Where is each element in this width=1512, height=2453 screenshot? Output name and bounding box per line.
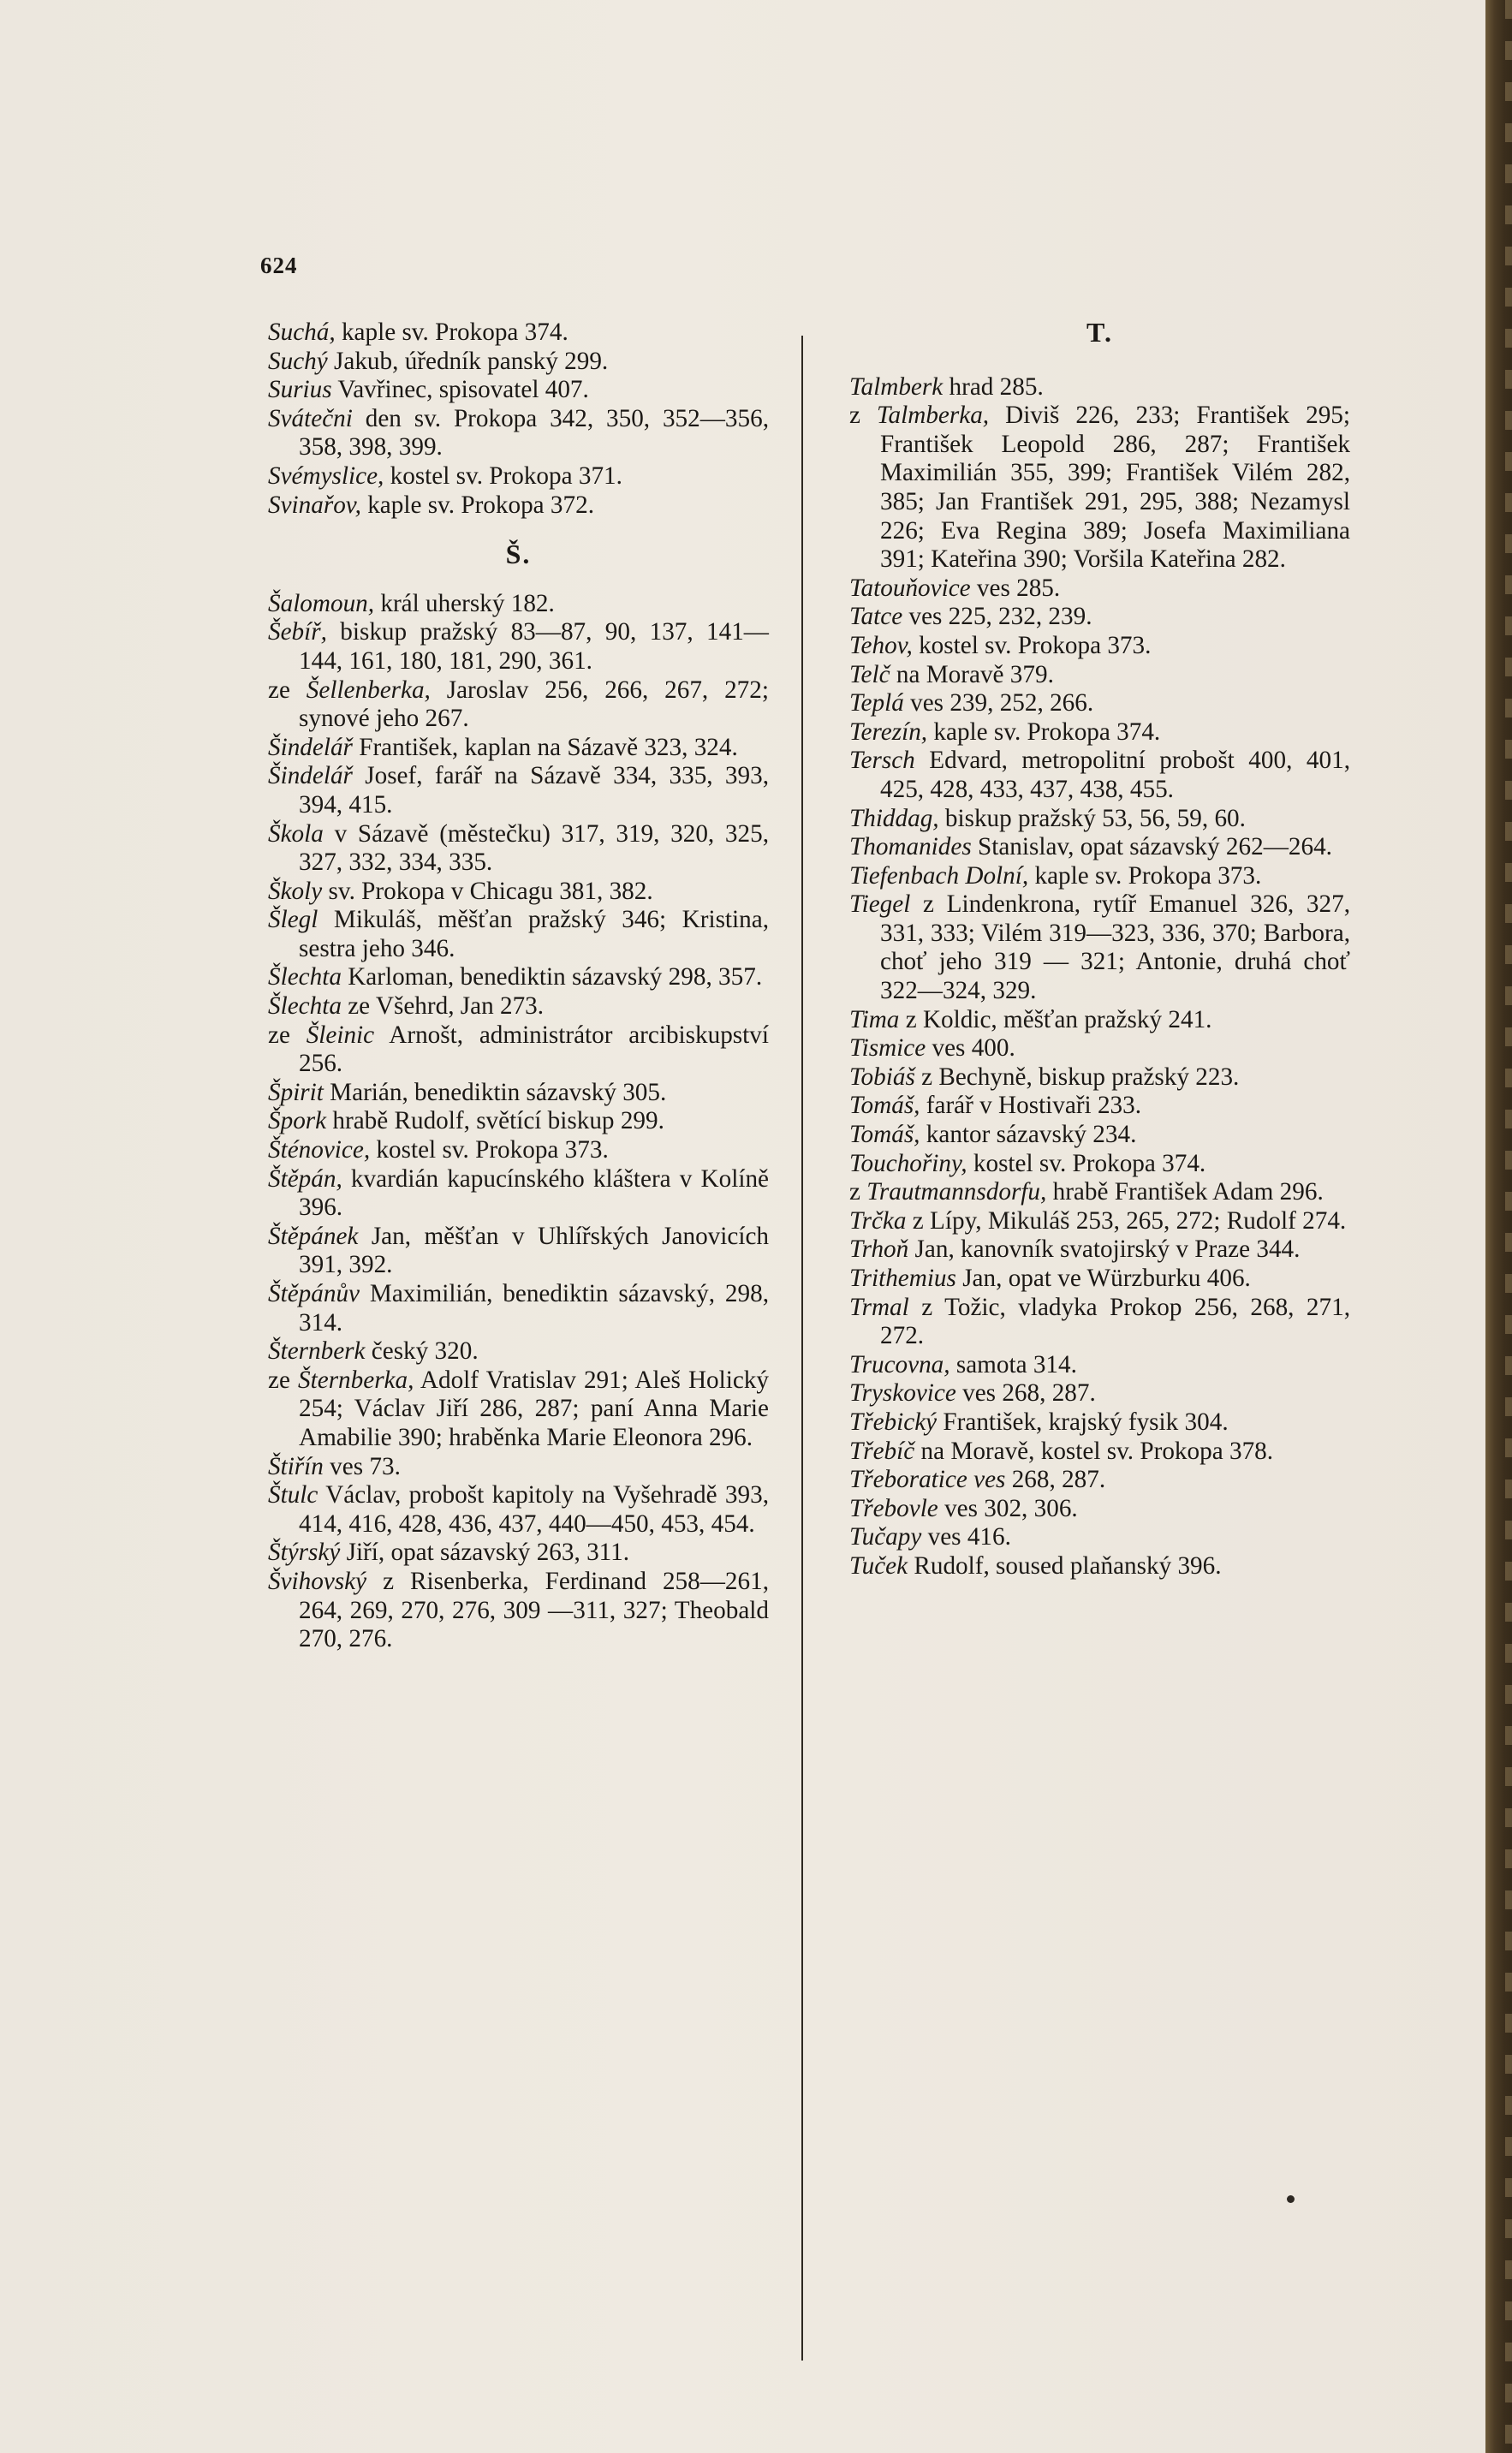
index-entry [849,1552,1350,1581]
entry-text: Diviš 226, 233; František 295; František Leopold 286, 287; František Maximilián 355, 399; František Vilém 282, 385; Jan František 291, 295, 388; Nezamysl 226; Eva Regina 389; Josefa Maximiliana 391; Kateřina 390; Voršila Kateřina 282. [880,402,1350,574]
index-entry [849,1351,1350,1380]
index-entry [849,661,1350,690]
entry-headword: Trčka [849,1206,907,1235]
index-entry [268,906,769,963]
index-entry [268,820,769,878]
entry-headword: Tismice [849,1034,926,1063]
index-entry [849,1063,1350,1093]
entry-text: ves 400. [926,1034,1015,1063]
index-entry [849,862,1350,891]
entry-text: hrabě František Adam 296. [1046,1178,1324,1206]
entry-headword: Trautmannsdorfu, [866,1178,1047,1206]
index-entry [268,762,769,819]
entry-headword: Tomáš, [849,1121,920,1149]
entry-headword: Suchá, [268,319,336,346]
entry-headword: Šindelář [268,762,353,790]
index-entry [268,992,769,1021]
entry-headword: Štěpán, [268,1164,342,1193]
index-entry [849,1438,1350,1467]
index-entry [849,1150,1350,1179]
entry-headword: Trmal [849,1293,909,1321]
entry-text: ves 225, 232, 239. [902,603,1092,631]
entry-text: z Lindenkrona, rytíř Emanuel 326, 327, 331, 333; Vilém 319—323, 336, 370; Barbora, choť jeho 319 — 321; Antonie, druhá choť 322—324, 329. [880,890,1350,1005]
entry-headword: Šellenberka, [306,676,431,704]
entry-headword: Telč [849,660,890,688]
entry-headword: Školy [268,877,323,905]
entry-headword: Šlechta [268,992,342,1021]
entry-text: Marián, benediktin sázavský 305. [323,1078,667,1106]
entry-headword: Tatouňovice [849,574,971,602]
entry-text: Maximilián, benediktin sázavský, 298, 314. [299,1280,769,1337]
entry-headword: Svinařov, [268,491,361,519]
entry-prefix: ze [268,676,307,704]
entry-text: ves 302, 306. [938,1494,1078,1522]
entry-headword: Trhoň [849,1235,909,1264]
entry-text: Rudolf, soused plaňanský 396. [908,1551,1222,1580]
index-entry [849,1235,1350,1265]
left-entries-s [268,319,769,520]
index-entry [268,1539,769,1568]
entry-text: Edvard, metropolitní probošt 400, 401, 425, 428, 433, 437, 438, 455. [880,747,1350,803]
entry-headword: Tomáš, [849,1092,920,1120]
entry-text: ves 73. [323,1452,401,1480]
entry-headword: Talmberk [849,372,944,401]
entry-text: Jakub, úředník panský 299. [327,347,609,375]
entry-text: na Moravě, kostel sv. Prokopa 378. [914,1437,1274,1465]
index-entry [849,1034,1350,1063]
entry-text: v Sázavě (městečku) 317, 319, 320, 325, 327, 332, 334, 335. [299,819,769,877]
entry-text: biskup pražský 53, 56, 59, 60. [938,804,1246,832]
entry-text: Jiří, opat sázavský 263, 311. [340,1539,630,1567]
index-entry [268,1223,769,1280]
entry-headword: Škola [268,819,324,848]
entry-text: Karloman, benediktin sázavský 298, 357. [341,963,763,991]
index-entry [268,319,769,348]
entry-text: Arnošt, administrátor arcibiskupství 256. [299,1021,769,1078]
page-number: 624 [260,253,298,278]
entry-prefix: z [849,402,877,430]
entry-text: František, krajský fysik 304. [937,1408,1229,1436]
index-entry [268,1366,769,1453]
entry-headword: Terezín, [849,717,928,746]
entry-text: Václav, probošt kapitoly na Vyšehradě 393, 414, 416, 428, 436, 437, 440—450, 453, 454. [299,1481,769,1538]
entry-text: ves 285. [970,574,1061,602]
entry-text: Josef, farář na Sázavě 334, 335, 393, 394, 415. [299,762,769,819]
entry-text: kaple sv. Prokopa 372. [360,491,594,519]
right-entries-t [849,373,1350,1581]
entry-text: Mikuláš, měšťan pražský 346; Kristina, sestra jeho 346. [299,906,769,962]
entry-headword: Šténovice, [268,1136,371,1164]
entry-text: hrabě Rudolf, světící biskup 299. [326,1107,664,1135]
entry-prefix: ze [268,1021,307,1049]
entry-headword: Špork [268,1107,327,1135]
entry-headword: Třeboratice ves [849,1466,1006,1494]
entry-headword: Třebický [849,1408,938,1436]
index-entry [268,376,769,405]
index-entry [268,676,769,734]
entry-text: kostel sv. Prokopa 374. [967,1149,1206,1177]
entry-text: farář v Hostivaři 233. [920,1092,1142,1120]
entry-text: kaple sv. Prokopa 374. [927,717,1161,746]
index-entry [268,1453,769,1482]
entry-text: den sv. Prokopa 342, 350, 352—356, 358, 398, 399. [299,404,769,461]
entry-headword: Thiddag, [849,804,939,832]
entry-text: biskup pražský 83—87, 90, 137, 141—144, 161, 180, 181, 290, 361. [299,618,769,675]
entry-headword: Šternberka, [298,1366,414,1394]
index-entry [268,1280,769,1337]
entry-text: Jaroslav 256, 266, 267, 272; synové jeho 267. [299,676,769,733]
left-column [268,319,769,1654]
entry-text: Stanislav, opat sázavský 262—264. [971,833,1332,861]
entry-headword: Šleinic [306,1021,375,1049]
index-entry [849,1178,1350,1207]
entry-headword: Trithemius [849,1265,956,1292]
index-entry [268,1079,769,1108]
index-entry [268,405,769,462]
entry-text: kvardián kapucínského kláštera v Kolíně 396. [299,1164,769,1222]
index-entry [268,1021,769,1079]
index-entry [268,878,769,907]
index-entry [268,963,769,992]
entry-headword: Štěpánův [268,1280,360,1307]
index-entry [849,1379,1350,1408]
section-letter-t: T. [1086,317,1113,348]
entry-text: Adolf Vratislav 291; Aleš Holický 254; Václav Jiří 286, 287; paní Anna Marie Amabilie 390; hraběnka Marie Eleonora 296. [299,1366,769,1451]
entry-headword: Tehov, [849,631,913,659]
index-entry [849,373,1350,402]
entry-headword: Šebíř, [268,618,327,646]
index-entry [268,1337,769,1366]
index-entry [849,718,1350,747]
right-column [849,319,1350,1581]
index-entry [268,1481,769,1539]
index-entry [849,1121,1350,1150]
index-entry [268,734,769,763]
entry-text: Jan, kanovník svatojirský v Praze 344. [908,1235,1301,1264]
entry-headword: Třebíč [849,1437,915,1465]
entry-text: ze Všehrd, Jan 273. [341,992,545,1021]
index-entry [849,890,1350,1005]
index-entry [849,689,1350,718]
entry-text: z Bechyně, biskup pražský 223. [914,1063,1240,1091]
entry-text: z Koldic, měšťan pražský 241. [899,1005,1212,1033]
entry-text: ves 416. [921,1523,1011,1551]
index-entry [849,1495,1350,1524]
entry-headword: Štulc [268,1481,318,1509]
entry-headword: Surius [268,376,332,404]
entry-headword: Talmberka, [877,402,990,430]
index-entry [849,1408,1350,1438]
entry-text: kostel sv. Prokopa 373. [912,631,1152,659]
entry-text: samota 314. [949,1350,1077,1378]
entry-headword: Tuček [849,1551,908,1580]
index-entry [849,1466,1350,1495]
index-entry [849,1092,1350,1121]
left-entries-s-caron [268,590,769,1654]
index-entry [268,1568,769,1654]
entry-headword: Špirit [268,1078,324,1106]
entry-text: na Moravě 379. [890,660,1054,688]
entry-text: kostel sv. Prokopa 371. [384,461,622,490]
index-entry [849,1006,1350,1035]
index-entry [849,603,1350,632]
index-entry [849,1265,1350,1294]
entry-headword: Štiřín [268,1452,324,1480]
index-entry [849,632,1350,661]
entry-text: František, kaplan na Sázavě 323, 324. [352,733,738,761]
page-edge-shadow [1485,0,1512,2453]
entry-text: ves 268, 287. [955,1379,1096,1408]
entry-headword: Šindelář [268,733,353,761]
entry-text: z Tožic, vladyka Prokop 256, 268, 271, 272. [880,1293,1350,1350]
entry-headword: Svémyslice, [268,461,384,490]
entry-headword: Šalomoun, [268,589,375,617]
index-entry [268,1136,769,1165]
entry-headword: Suchý [268,347,328,375]
entry-headword: Tersch [849,747,915,775]
entry-text: kaple sv. Prokopa 374. [335,319,568,346]
index-entry [849,747,1350,804]
entry-headword: Šlechta [268,963,342,991]
index-entry [849,1294,1350,1351]
entry-text: král uherský 182. [374,589,555,617]
entry-text: hrad 285. [943,372,1044,401]
section-letter-s-caron: Š. [505,539,532,570]
entry-text: český 320. [365,1337,479,1366]
entry-text: Jan, opat ve Würzburku 406. [955,1265,1251,1292]
printed-dot-mark [1287,2195,1295,2203]
entry-prefix: z [849,1178,867,1206]
index-entry [268,348,769,377]
entry-headword: Tobiáš [849,1063,915,1091]
index-entry [268,618,769,676]
entry-headword: Tučapy [849,1523,922,1551]
index-entry [849,805,1350,834]
entry-text: 268, 287. [1005,1466,1106,1494]
entry-headword: Thomanides [849,833,972,861]
entry-text: kaple sv. Prokopa 373. [1028,861,1262,890]
entry-headword: Šternberk [268,1337,366,1366]
entry-headword: Teplá [849,689,904,717]
index-entry [849,402,1350,575]
entry-text: Jan, měšťan v Uhlířských Janovicích 391, 392. [299,1222,769,1279]
entry-headword: Tima [849,1005,900,1033]
index-entry [268,491,769,521]
entry-text: kostel sv. Prokopa 373. [370,1136,609,1164]
entry-text: z Risenberka, Ferdinand 258—261, 264, 269, 270, 276, 309 —311, 327; Theobald 270, 276. [299,1567,769,1653]
entry-prefix: ze [268,1366,299,1394]
entry-headword: Šlegl [268,906,318,934]
entry-text: sv. Prokopa v Chicagu 381, 382. [322,877,653,905]
entry-headword: Tiefenbach Dolní, [849,861,1029,890]
entry-headword: Štěpánek [268,1222,359,1250]
entry-headword: Švihovský [268,1567,367,1595]
entry-headword: Tiegel [849,890,911,919]
index-entry [268,590,769,619]
index-entry [268,462,769,491]
index-entry [849,1207,1350,1236]
index-entry [849,575,1350,604]
index-entry [268,1107,769,1136]
entry-headword: Svátečni [268,404,353,432]
index-entry [849,833,1350,862]
entry-headword: Tatce [849,603,903,631]
entry-headword: Štýrský [268,1539,341,1567]
entry-text: Vavřinec, spisovatel 407. [331,376,589,404]
entry-headword: Trucovna, [849,1350,950,1378]
index-entry [849,1523,1350,1552]
entry-headword: Touchořiny, [849,1149,967,1177]
entry-text: z Lípy, Mikuláš 253, 265, 272; Rudolf 274. [906,1206,1347,1235]
entry-text: ves 239, 252, 266. [903,689,1094,717]
entry-text: kantor sázavský 234. [920,1121,1137,1149]
index-entry [268,1165,769,1223]
entry-headword: Tryskovice [849,1379,956,1408]
entry-headword: Třebovle [849,1494,938,1522]
column-divider [801,336,803,2361]
